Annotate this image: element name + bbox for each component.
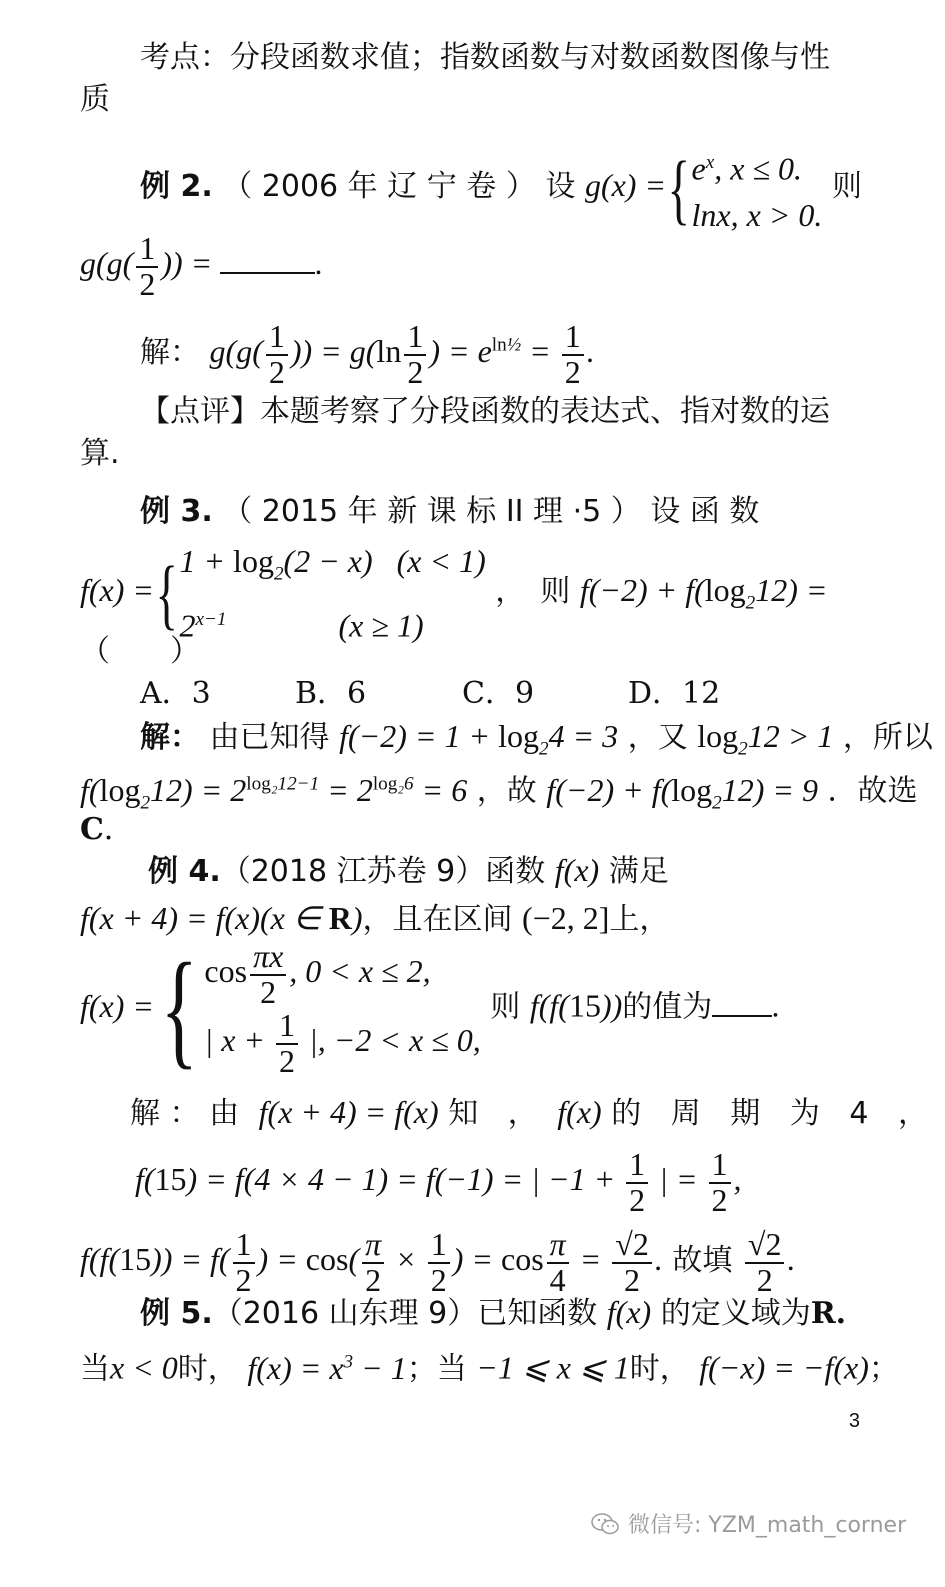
ex1-topic-line2: 质	[80, 82, 110, 117]
ex5-line2: 当x < 0时， $f(x) = x^3 - 1$；当 −1 ⩽ x ⩽ 1时， f(−x) = −f(x)；	[80, 1349, 899, 1387]
ex3-solution-line2: $f(\log_212) = 2^{log_212-1} = 2^{log_26} = 6$ ，故 $f(-2) + f(\log_212) = 9$ ．故选	[80, 771, 918, 814]
page-number: 3	[848, 1410, 860, 1432]
wechat-icon	[590, 1512, 620, 1536]
ex2-comment: 【点评】本题考察了分段函数的表达式、指对数的运	[140, 394, 830, 429]
ex4-label: 例 4.	[148, 854, 221, 889]
ex4-source: （2018 江苏卷 9）函数	[220, 854, 546, 889]
ex2-label: 例 2.	[140, 169, 213, 205]
ex3-sol-text4: ，故	[476, 773, 537, 809]
ex2-blank	[220, 246, 315, 274]
ex3-sol-text2: ，又	[627, 720, 688, 755]
ex3-answer-dot: ．	[103, 812, 134, 847]
ex4-sol-text1: 由	[209, 1096, 250, 1131]
ex4-solution-label: 解 ：	[130, 1096, 200, 1131]
ex2-then: 则	[831, 169, 862, 205]
ex3-option-d: D．12	[628, 676, 721, 711]
ex3-set: 设 函 数	[650, 494, 760, 529]
ex3-solution-label: 解：	[140, 720, 200, 755]
ex3-option-b: B．6	[295, 676, 367, 711]
ex4-sol-text2: 知 ，	[448, 1096, 548, 1131]
ex4-then: 则	[490, 989, 521, 1025]
ex3-answer	[80, 810, 865, 850]
ex2-source: （ 2006 年 辽 宁 卷 ）	[222, 169, 536, 205]
ex4-on: 上，	[609, 902, 670, 937]
ex3-sol-text1: 由已知得	[209, 720, 330, 755]
ex3-header	[140, 492, 865, 532]
ex4-interval-text: ，且在区间	[362, 902, 513, 937]
ex4-fill: 故填	[672, 1242, 733, 1278]
ex5-when1-end: 时，	[177, 1351, 238, 1387]
ex2-statement	[140, 140, 865, 238]
ex1-topic-line1: 考点：分段函数求值；指数函数与对数函数图像与性	[140, 40, 830, 75]
ex5-end: ；	[868, 1351, 899, 1387]
ex3-sol-text5: ．故选	[827, 773, 918, 809]
ex5-when2-end: 时，	[629, 1351, 690, 1387]
watermark	[590, 1508, 906, 1539]
ex3-solution-line1: 解： 由已知得 $f(-2) = 1 + \log_24 = 3$ ，又 $\log_212 > 1$ ，所以	[140, 718, 933, 760]
ex2-solution-label: 解：	[140, 334, 200, 370]
watermark-text: 微信号: YZM_math_corner	[628, 1513, 907, 1538]
ex3-answer-letter: C	[80, 812, 104, 847]
ex2-solution: 解： g(g( $\frac{1}{2}$ )) = g(ln $\frac{1}{2}$ ) = $e^{ln\frac{1}{2}}$ = $\frac{1}{2}$ .	[140, 318, 595, 390]
ex4-sol-text3: 的 周 期 为 4 ，	[611, 1096, 939, 1131]
ex3-then: ， 则	[495, 573, 571, 609]
ex4-piecewise-line: f(x) ={ cos $\frac{\pi x}{2}$ , 0 < x ≤ 2, | x + $\frac{1}{2}$ |, −2 < x ≤ 0, 则 f(f(15))的值为 .	[80, 937, 781, 1082]
ex3-source: （ 2015 年 新 课 标 II 理 ·5 ）	[222, 494, 641, 529]
ex3-label: 例 3.	[140, 494, 213, 529]
ex2-set: 设	[545, 169, 576, 205]
ex4-satisfy: 满足	[608, 854, 669, 889]
ex3-statement: f(x) ={ $1 + \log_2(2 - x) (x < 1)$ $2^{x-1}$ (x ≥ 1) ， 则 $f(-2) + f(\log_212)$ =	[80, 543, 828, 645]
ex4-blank	[712, 989, 772, 1017]
ex5-domain-text: 的定义域为	[660, 1296, 811, 1331]
ex2-question: g(g( $\frac{1}{2}$ )) = .	[80, 230, 324, 302]
ex4-solution-line1: 解 ： 由 f(x + 4) = f(x) 知 ， f(x) 的 周 期 为 4 ，	[130, 1094, 939, 1131]
ex5-header: 例 5.（2016 山东理 9）已知函数 f(x) 的定义域为R.	[140, 1294, 847, 1331]
ex4-value-text: 的值为	[622, 989, 713, 1025]
ex5-source: （2016 山东理 9）已知函数	[212, 1296, 598, 1331]
ex5-when2: ；当	[406, 1351, 467, 1387]
ex3-paren: （ ）	[80, 634, 200, 669]
ex3-option-a: A．3	[140, 676, 211, 711]
ex4-header: 例 4.（2018 江苏卷 9）函数 f(x) 满足	[148, 852, 669, 889]
ex5-label: 例 5.	[140, 1296, 213, 1331]
ex3-option-c: C．9	[462, 676, 535, 711]
ex3-sol-text3: ，所以	[842, 720, 933, 755]
ex2-piecewise: g(x) ={ $e^x$, x ≤ 0. lnx, x > 0.	[584, 144, 823, 233]
ex4-solution-line2: f(15) = f(4 × 4 − 1) = f(−1) = | −1 + $\frac{1}{2}$ | = $\frac{1}{2}$ ,	[135, 1146, 742, 1218]
ex2-comment-line2: 算.	[80, 436, 120, 471]
ex4-solution-line3: f(f(15)) = f( $\frac{1}{2}$ ) = cos( $\frac{\pi}{2}$ × $\frac{1}{2}$ ) = cos $\frac{\pi}{4}$ = $\frac{√2}{2}$ . 故填 $\frac{√2}{2}$ .	[80, 1226, 796, 1298]
ex5-when1: 当	[80, 1351, 110, 1387]
ex4-condition: f(x + 4) = f(x)(x ∈ R)，且在区间 (−2, 2]上，	[80, 900, 670, 937]
